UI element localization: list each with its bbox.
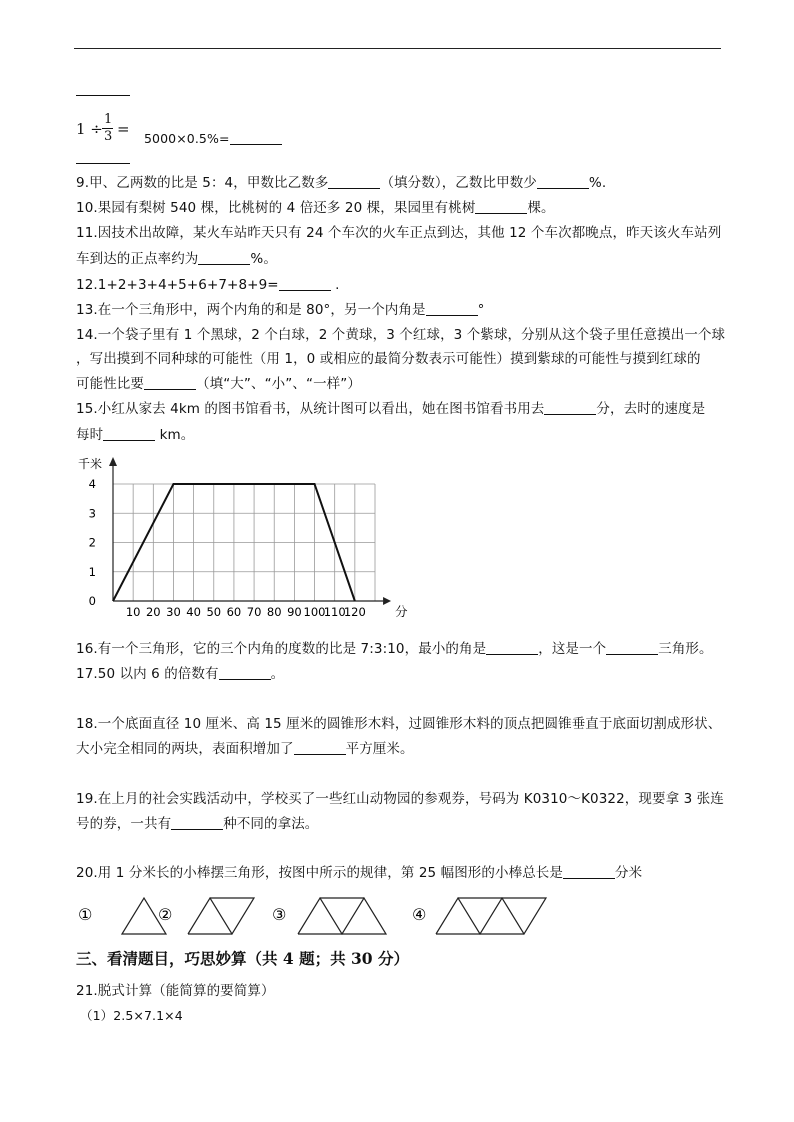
- q14-text-1: 可能性比要: [76, 376, 144, 392]
- q16-text-3: 三角形。: [658, 641, 713, 657]
- q17-text-2: 。: [270, 666, 285, 682]
- triangle-pattern-figures: [74, 886, 594, 942]
- x-tick-label: 90: [287, 605, 302, 619]
- x-tick-label: 40: [186, 605, 201, 619]
- calc-equals: =: [117, 120, 130, 138]
- answer-blank[interactable]: [426, 301, 478, 316]
- x-tick-label: 70: [246, 605, 262, 619]
- q11-text-2: %。: [250, 251, 277, 267]
- answer-blank[interactable]: [606, 640, 658, 655]
- figure-label-3: ③: [272, 905, 287, 924]
- distance-time-chart: [66, 452, 416, 627]
- y-tick-label: 1: [88, 564, 96, 579]
- triangle-shape: [436, 898, 546, 934]
- answer-blank[interactable]: [537, 174, 589, 189]
- question-14-line-1: 14.一个袋子里有 1 个黑球，2 个白球，2 个黄球，3 个红球，3 个紫球，分别从这个袋子里任意摸出一个球: [76, 327, 726, 343]
- q10-text-2: 棵。: [527, 200, 555, 216]
- chart-x-label: 分: [395, 604, 408, 619]
- answer-blank[interactable]: [144, 375, 196, 390]
- figure-4-triangles: [436, 898, 546, 934]
- section-3-heading: 三、看清题目，巧思妙算（共 4 题；共 30 分）: [76, 949, 409, 968]
- q10-text-1: 10.果园有梨树 540 棵，比桃树的 4 倍还多 20 棵，果园里有桃树: [76, 200, 476, 216]
- question-11-line-2: [76, 250, 277, 268]
- answer-line-top: [76, 95, 130, 96]
- x-tick-label: 20: [145, 605, 161, 619]
- question-19-line-1: 19.在上月的社会实践活动中，学校买了一些红山动物园的参观券，号码为 K0310～K0322，现要拿 3 张连: [76, 791, 724, 807]
- question-11-line-1: 11.因技术出故障，某火车站昨天只有 24 个车次的火车正点到达，其他 12 个车次都晚点，昨天该火车站列: [76, 225, 722, 241]
- q9-text-2: （填分数），乙数比甲数少: [380, 175, 537, 191]
- q15-text-3: 每时: [76, 427, 104, 443]
- calc-percent-expr: 5000×0.5%=: [144, 131, 230, 146]
- q9-text-1: 9.甲、乙两数的比是 5：4，甲数比乙数多: [76, 175, 329, 191]
- answer-blank[interactable]: [103, 426, 155, 441]
- fraction-denominator: 3: [104, 129, 113, 144]
- q18-text-2: 平方厘米。: [345, 741, 414, 757]
- q20-text-2: 分米: [615, 865, 643, 881]
- y-tick-label: 0: [88, 594, 96, 608]
- header-rule: [74, 48, 721, 49]
- x-tick-label: 110: [323, 605, 346, 619]
- x-axis-arrow: [383, 597, 391, 605]
- q9-text-3: %.: [588, 175, 607, 191]
- q16-text-1: 16.有一个三角形，它的三个内角的度数的比是 7:3:10，最小的角是: [76, 641, 487, 657]
- triangle-shape: [188, 898, 254, 934]
- question-14-line-3: [76, 375, 361, 393]
- question-18-line-1: 18.一个底面直径 10 厘米、高 15 厘米的圆锥形木料，过圆锥形木料的顶点把圆锥垂直于底面切割成形状、: [76, 716, 722, 732]
- x-tick-label: 60: [226, 605, 242, 619]
- answer-blank[interactable]: [230, 130, 282, 145]
- question-21: 21.脱式计算（能简算的要简算）: [76, 983, 275, 999]
- q19-text-2: 种不同的拿法。: [223, 816, 319, 832]
- q19-text-1: 号的券，一共有: [76, 816, 172, 832]
- x-tick-label: 100: [303, 605, 326, 619]
- q14-text-2: （填“大”、“小”、“一样”）: [196, 376, 361, 392]
- x-tick-label: 80: [266, 605, 282, 619]
- y-axis-arrow: [109, 457, 117, 466]
- question-16: [76, 640, 713, 658]
- answer-blank[interactable]: [328, 174, 380, 189]
- q12-text-2: .: [330, 277, 340, 293]
- chart-y-label: 千米: [78, 457, 103, 471]
- figure-2-triangles: [188, 898, 254, 934]
- answer-blank[interactable]: [279, 276, 331, 291]
- calc-division: [76, 112, 136, 146]
- q13-text-2: °: [477, 302, 485, 318]
- x-tick-label: 120: [343, 605, 366, 619]
- q15-text-1: 15.小红从家去 4km 的图书馆看书，从统计图可以看出，她在图书馆看书用去: [76, 401, 545, 417]
- question-20: [76, 864, 642, 882]
- fraction-numerator: 1: [104, 112, 113, 127]
- answer-blank[interactable]: [563, 864, 615, 879]
- figure-3-triangles: [298, 898, 386, 934]
- q20-text-1: 20.用 1 分米长的小棒摆三角形，按图中所示的规律，第 25 幅图形的小棒总长是: [76, 865, 564, 881]
- answer-blank[interactable]: [544, 400, 596, 415]
- question-9: [76, 174, 606, 192]
- x-tick-label: 10: [125, 605, 141, 619]
- question-12: [76, 276, 339, 294]
- x-tick-label: 30: [166, 605, 181, 619]
- question-19-line-2: [76, 815, 318, 833]
- y-tick-label: 2: [88, 535, 96, 550]
- q15-text-2: 分，去时的速度是: [596, 401, 706, 417]
- question-15-line-1: [76, 400, 705, 418]
- question-14-line-2: ，写出摸到不同种球的可能性（用 1，0 或相应的最简分数表示可能性）摸到紫球的可能性与摸到红球的: [76, 351, 701, 367]
- question-15-line-2: [76, 426, 194, 444]
- figure-label-4: ④: [412, 905, 427, 924]
- q12-text-1: 12.1+2+3+4+5+6+7+8+9=: [76, 277, 279, 293]
- answer-blank[interactable]: [219, 665, 271, 680]
- x-tick-label: 50: [206, 605, 222, 619]
- q13-text-1: 13.在一个三角形中，两个内角的和是 80°，另一个内角是: [76, 302, 426, 318]
- answer-line-bottom: [76, 163, 130, 164]
- chart-tick-labels: [89, 477, 366, 619]
- y-tick-label: 4: [88, 477, 96, 491]
- triangle-shape: [298, 898, 386, 934]
- answer-blank[interactable]: [475, 199, 527, 214]
- calc-lead: 1 ÷: [76, 120, 103, 138]
- answer-blank[interactable]: [486, 640, 538, 655]
- question-18-line-2: [76, 740, 414, 758]
- figure-label-2: ②: [158, 905, 173, 924]
- answer-blank[interactable]: [171, 815, 223, 830]
- q17-text-1: 17.50 以内 6 的倍数有: [76, 666, 219, 682]
- question-21-part-1: （1）2.5×7.1×4: [80, 1008, 183, 1023]
- q18-text-1: 大小完全相同的两块，表面积增加了: [76, 741, 294, 757]
- y-tick-label: 3: [88, 506, 96, 521]
- question-17: [76, 665, 284, 683]
- figure-label-1: ①: [78, 905, 93, 924]
- answer-blank[interactable]: [294, 740, 346, 755]
- q15-text-4: km。: [155, 427, 195, 443]
- question-13: [76, 301, 484, 319]
- question-10: [76, 199, 555, 217]
- calc-percent: [144, 130, 282, 148]
- answer-blank[interactable]: [198, 250, 250, 265]
- q11-text-1: 车到达的正点率约为: [76, 251, 199, 267]
- q16-text-2: ，这是一个: [538, 641, 607, 657]
